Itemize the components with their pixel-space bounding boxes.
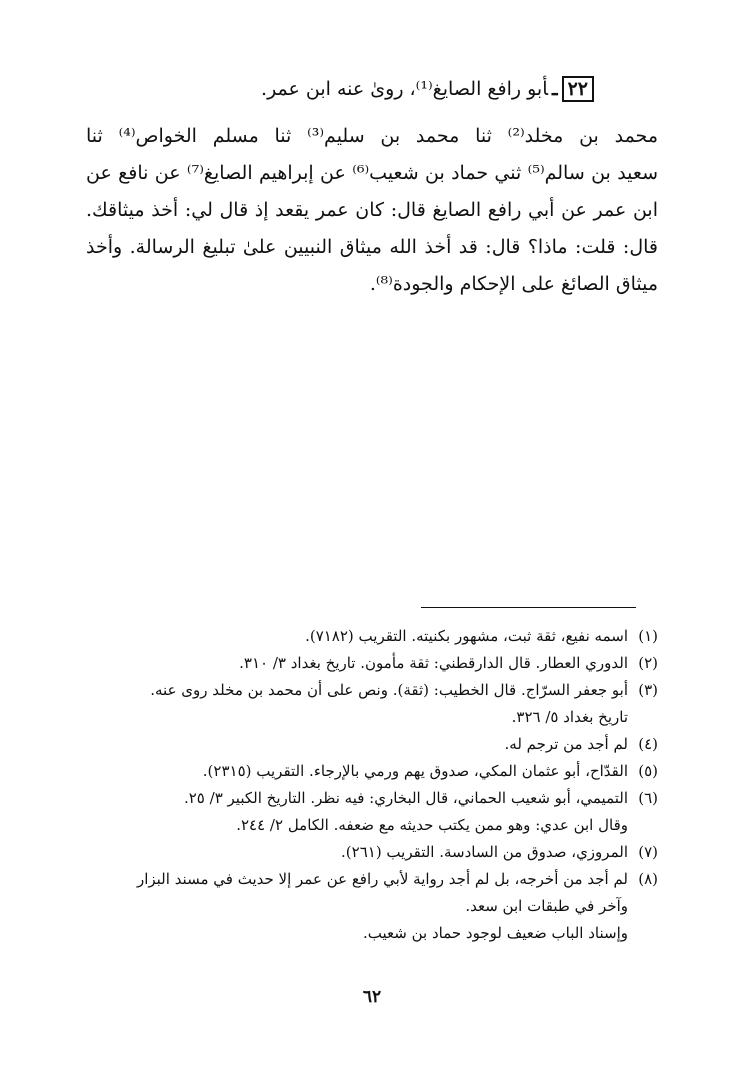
footnote-line	[86, 677, 658, 704]
entry-heading-text: أبو رافع الصايغ⁽¹⁾، روىٰ عنه ابن عمر.	[261, 78, 548, 100]
entry-number-box: ٢٢	[562, 76, 594, 102]
footnote	[86, 650, 658, 677]
footnote-number: (٦)	[638, 789, 658, 807]
footnote	[86, 785, 658, 839]
hadith-line: قال: قلت: ماذا؟ قال: قد أخذ الله ميثاق النبيين علىٰ تبليغ الرسالة. وأخذ	[86, 236, 658, 258]
footnote-text: لم أجد من أخرجه، بل لم أجد رواية لأبي رافع عن عمر إلا حديث في مسند البزار	[136, 870, 628, 888]
footnote-divider	[421, 607, 636, 608]
hadith-line: ابن عمر عن أبي رافع الصايغ قال: كان عمر يقعد إذ قال لي: أخذ ميثاقك.	[86, 199, 658, 221]
footnote-number: (٤)	[638, 735, 658, 753]
footnote	[86, 731, 658, 758]
footnote	[86, 623, 658, 650]
footnote-text: أبو جعفر السرّاج. قال الخطيب: (ثقة). ونص على أن محمد بن مخلد روى عنه.	[150, 681, 628, 699]
footnote-number: (٨)	[638, 870, 658, 888]
footnote-line	[86, 731, 658, 758]
footnote-line	[86, 758, 658, 785]
hadith-line: سعيد بن سالم⁽⁵⁾ ثني حماد بن شعيب⁽⁶⁾ عن إبراهيم الصايغ⁽⁷⁾ عن نافع عن	[86, 162, 658, 184]
footnote-text: التميمي، أبو شعيب الحماني، قال البخاري: فيه نظر. التاريخ الكبير ٣/ ٢٥.	[183, 789, 628, 807]
footnote-number: (٢)	[638, 654, 658, 672]
entry-dash: ـ	[552, 78, 558, 100]
footnote-number: (٥)	[638, 762, 658, 780]
footnote	[86, 677, 658, 731]
footnote-text: اسمه نفيع، ثقة ثبت، مشهور بكنيته. التقريب (٧١٨٢).	[305, 627, 628, 645]
footnote-line	[86, 650, 658, 677]
footnote-text: الدوري العطار. قال الدارقطني: ثقة مأمون. تاريخ بغداد ٣/ ٣١٠.	[239, 654, 628, 672]
hadith-line: ميثاق الصائغ على الإحكام والجودة⁽⁸⁾.	[369, 273, 658, 295]
footnote	[86, 839, 658, 866]
footnote-text: لم أجد من ترجم له.	[504, 735, 628, 753]
footnote-number: (٣)	[638, 681, 658, 699]
footnote	[86, 758, 658, 785]
footnote-text: المروزي، صدوق من السادسة. التقريب (٢٦١).	[341, 843, 628, 861]
footnote-continuation: وآخر في طبقات ابن سعد.	[465, 897, 628, 915]
page-number: ٦٢	[362, 987, 382, 1007]
hadith-text	[86, 118, 658, 303]
footnote-continuation: تاريخ بغداد ٥/ ٣٢٦.	[511, 708, 628, 726]
footnote-line	[86, 866, 658, 893]
footnote-continuation: وإسناد الباب ضعيف لوجود حماد بن شعيب.	[363, 924, 628, 942]
hadith-line: محمد بن مخلد⁽²⁾ ثنا محمد بن سليم⁽³⁾ ثنا مسلم الخواص⁽⁴⁾ ثنا	[86, 125, 658, 147]
footnote-continuation: وقال ابن عدي: وهو ممن يكتب حديثه مع ضعفه. الكامل ٢/ ٢٤٤.	[236, 816, 628, 834]
footnote-number: (٧)	[638, 843, 658, 861]
footnote-line	[86, 839, 658, 866]
footnote-line	[86, 785, 658, 812]
footnote-text: القدّاح، أبو عثمان المكي، صدوق يهم ورمي بالإرجاء. التقريب (٢٣١٥).	[202, 762, 628, 780]
entry-heading	[150, 72, 594, 106]
footnote-line	[86, 623, 658, 650]
footnotes	[86, 623, 658, 947]
footnote-number: (١)	[638, 627, 658, 645]
footnote	[86, 866, 658, 947]
